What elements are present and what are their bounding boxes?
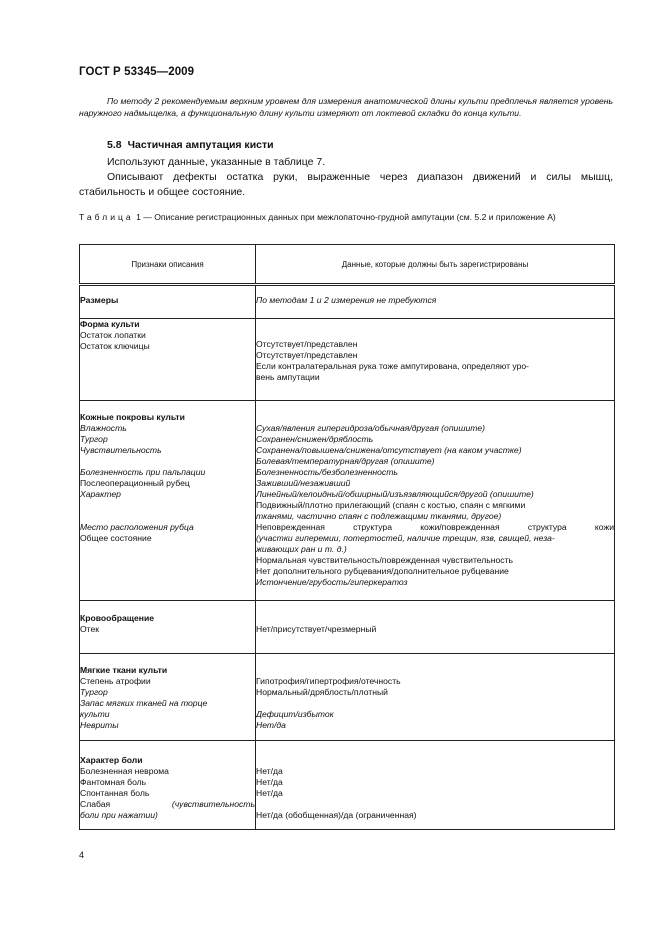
value-line: Нормальный/дряблость/плотный bbox=[256, 687, 388, 697]
label-line: Спонтанная боль bbox=[80, 788, 150, 798]
label-line: Болезненная неврома bbox=[80, 766, 169, 776]
table-row bbox=[80, 601, 615, 654]
value-line: Дефицит/избыток bbox=[256, 709, 334, 719]
section-paragraph-1: Используют данные, указанные в таблице 7. bbox=[107, 156, 326, 168]
value-line: Болевая/температурная/другая (опишите) bbox=[256, 456, 435, 466]
value-line: Нет/да (обобщенная)/да (ограниченная) bbox=[256, 810, 417, 820]
value-line: вень ампутации bbox=[256, 372, 320, 382]
label-part: (чувствительность bbox=[171, 799, 255, 809]
value-line: Нормальная чувствительность/поврежденная чувствительность bbox=[256, 555, 514, 565]
table-header-data: Данные, которые должны быть зарегистрированы bbox=[256, 245, 615, 285]
value-line: живающих ран и т. д.) bbox=[256, 544, 347, 554]
table-caption bbox=[79, 211, 613, 223]
value-line: Отсутствует/представлен bbox=[256, 350, 358, 360]
group-title-sizes: Размеры bbox=[80, 295, 119, 305]
group-title-stump-shape: Форма культи bbox=[80, 319, 140, 329]
value-line: По методам 1 и 2 измерения не требуются bbox=[256, 295, 437, 305]
table-caption-text: 1 — Описание регистрационных данных при межлопаточно-грудной ампутации (см. 5.2 и приложение А) bbox=[133, 212, 556, 222]
value-line: Заживший/незаживший bbox=[256, 478, 351, 488]
value-line: (участки гиперемии, потертостей, наличие трещин, язв, свищей, неза- bbox=[256, 533, 555, 543]
method-note: По методу 2 рекомендуемым верхним уровнем для измерения анатомической длины культи предплечья является уровень наружного надмыщелка, а функциональную длину культи измеряют от локтевой складки до конца культи. bbox=[79, 96, 613, 118]
value-line: Сухая/явления гипергидроза/обычная/другая (опишите) bbox=[256, 423, 486, 433]
group-title-skin: Кожные покровы культи bbox=[80, 412, 185, 422]
section-number: 5.8 bbox=[107, 139, 122, 151]
value-line: Если контралатеральная рука тоже ампутирована, определяют уро- bbox=[256, 361, 530, 371]
label-line: боли при нажатии) bbox=[80, 810, 158, 820]
value-line: Отсутствует/представлен bbox=[256, 339, 358, 349]
group-title-pain: Характер боли bbox=[80, 755, 143, 765]
value-line: Подвижный/плотно прилегающий (спаян с костью, спаян с мягкими bbox=[256, 500, 526, 510]
section-title-text: Частичная ампутация кисти bbox=[127, 139, 274, 151]
value-line: Нет дополнительного рубцевания/дополнительное рубцевание bbox=[256, 566, 509, 576]
label-line: культи bbox=[80, 709, 110, 719]
table-row bbox=[80, 319, 615, 401]
value-line: Нет/да bbox=[256, 766, 283, 776]
registration-table bbox=[79, 244, 615, 830]
value-line: Сохранен/снижен/дряблость bbox=[256, 434, 374, 444]
page-number: 4 bbox=[79, 850, 85, 860]
table-row bbox=[80, 654, 615, 741]
label-line: Место расположения рубца bbox=[80, 522, 194, 532]
table-row bbox=[80, 285, 615, 319]
value-line: тканями, частично спаян с подлежащими тканями, другое) bbox=[256, 511, 502, 521]
value-line: Нет/присутствует/чрезмерный bbox=[256, 624, 377, 634]
table-header-features: Признаки описания bbox=[80, 245, 256, 285]
label-line: Характер bbox=[80, 489, 121, 499]
value-line: Линейный/келоидный/обширный/изъязвляющийся/другой (опишите) bbox=[256, 489, 534, 499]
table-header-row bbox=[80, 245, 615, 285]
label-line: Тургор bbox=[80, 434, 108, 444]
label-part: Слабая bbox=[80, 799, 111, 809]
value-line: Гипотрофия/гипертрофия/отечность bbox=[256, 676, 401, 686]
table-row bbox=[80, 401, 615, 601]
label-line bbox=[80, 799, 255, 810]
value-line: Нет/да bbox=[256, 777, 283, 787]
label-line: Степень атрофии bbox=[80, 676, 151, 686]
document-header: ГОСТ Р 53345—2009 bbox=[79, 66, 195, 78]
value-line: Нет/да bbox=[256, 720, 286, 730]
label-line: Запас мягких тканей на торце bbox=[80, 698, 208, 708]
table-row bbox=[80, 741, 615, 830]
label-line: Общее состояние bbox=[80, 533, 152, 543]
value-line: Болезненность/безболезненность bbox=[256, 467, 398, 477]
value-line: Сохранена/повышена/снижена/отсутствует (на каком участке) bbox=[256, 445, 522, 455]
label-line: Остаток ключицы bbox=[80, 341, 150, 351]
label-line: Послеоперационный рубец bbox=[80, 478, 190, 488]
label-line: Отек bbox=[80, 624, 100, 634]
group-title-soft-tissue: Мягкие ткани культи bbox=[80, 665, 168, 675]
value-line: Нет/да bbox=[256, 788, 283, 798]
value-line: Неповрежденная структура кожи/поврежденная структура кожи bbox=[256, 522, 614, 532]
label-line: Невриты bbox=[80, 720, 119, 730]
label-line: Тургор bbox=[80, 687, 108, 697]
section-title bbox=[107, 139, 274, 151]
label-line: Влажность bbox=[80, 423, 127, 433]
table-caption-word: Таблица bbox=[79, 212, 134, 222]
group-title-circulation: Кровообращение bbox=[80, 613, 155, 623]
label-line: Фантомная боль bbox=[80, 777, 147, 787]
label-line: Чувствительность bbox=[80, 445, 162, 455]
label-line: Остаток лопатки bbox=[80, 330, 146, 340]
label-line: Болезненность при пальпации bbox=[80, 467, 206, 477]
section-paragraph-2: Описывают дефекты остатка руки, выраженные через диапазон движений и силы мышц, стабильность и общее состояние. bbox=[79, 171, 613, 198]
value-line: Истончение/грубость/гиперкератоз bbox=[256, 577, 408, 587]
